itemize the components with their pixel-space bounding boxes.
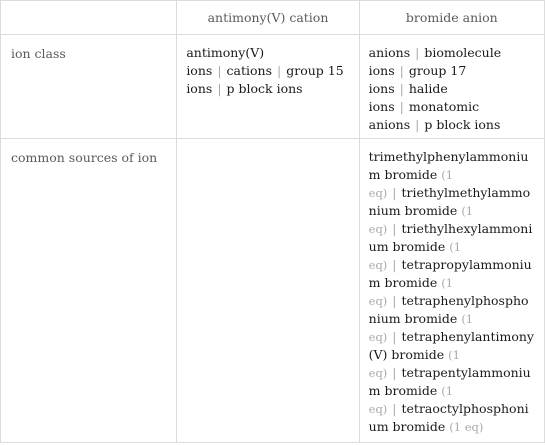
- separator: |: [399, 63, 404, 78]
- source-name: tetraoctylphosphonium bromide: [368, 401, 529, 434]
- separator: |: [392, 401, 397, 416]
- equivalents-note: (1 eq): [449, 420, 484, 434]
- list-item: p block ions: [226, 81, 303, 96]
- equivalents-note: (1 eq): [368, 276, 454, 308]
- equivalents-note: (1 eq): [368, 384, 454, 416]
- separator: |: [392, 329, 397, 344]
- list-item: monatomic anions: [368, 99, 480, 132]
- source-name: tetrapentylammonium bromide: [368, 365, 531, 398]
- separator: |: [392, 257, 397, 272]
- source-name: trimethylphenylammonium bromide: [368, 149, 529, 182]
- header-bromide-anion: bromide anion: [359, 1, 544, 35]
- header-row: [1, 1, 545, 35]
- list-item: group 15 ions: [186, 63, 344, 96]
- equivalents-note: (1 eq): [368, 168, 454, 200]
- table-row: [1, 139, 545, 443]
- source-name: triethylmethylammonium bromide: [368, 185, 531, 218]
- equivalents-note: (1 eq): [368, 204, 474, 236]
- separator: |: [217, 63, 222, 78]
- list-item: anions: [368, 45, 411, 60]
- separator: |: [415, 45, 420, 60]
- separator: |: [415, 117, 420, 132]
- source-name: tetraphenylphosphonium bromide: [368, 293, 529, 326]
- list-item: antimony(V) ions: [186, 45, 265, 78]
- list-item: halide ions: [368, 81, 448, 114]
- separator: |: [392, 185, 397, 200]
- source-name: tetrapropylammonium bromide: [368, 257, 532, 290]
- separator: |: [399, 99, 404, 114]
- separator: |: [217, 81, 222, 96]
- list-item: biomolecule ions: [368, 45, 502, 78]
- source-name: triethylhexylammonium bromide: [368, 221, 533, 254]
- separator: |: [399, 81, 404, 96]
- separator: |: [392, 293, 397, 308]
- source-name: tetraphenylantimony(V) bromide: [368, 329, 534, 362]
- equivalents-note: (1 eq): [368, 312, 474, 344]
- separator: |: [392, 221, 397, 236]
- row-label-common-sources: common sources of ion: [1, 139, 177, 443]
- separator: |: [277, 63, 282, 78]
- list-item: p block ions: [424, 117, 501, 132]
- anion-sources-cell: [359, 139, 544, 443]
- cation-sources-cell: [177, 139, 359, 443]
- list-item: group 17 ions: [368, 63, 467, 96]
- equivalents-note: (1 eq): [368, 348, 460, 380]
- list-item: cations: [226, 63, 272, 78]
- header-antimony-cation: antimony(V) cation: [177, 1, 359, 35]
- header-corner: [1, 1, 177, 35]
- row-label-ion-class: ion class: [1, 35, 177, 139]
- separator: |: [392, 365, 397, 380]
- anion-ion-class-cell: [359, 35, 544, 139]
- cation-ion-class-cell: [177, 35, 359, 139]
- table-row: [1, 35, 545, 139]
- equivalents-note: (1 eq): [368, 240, 462, 272]
